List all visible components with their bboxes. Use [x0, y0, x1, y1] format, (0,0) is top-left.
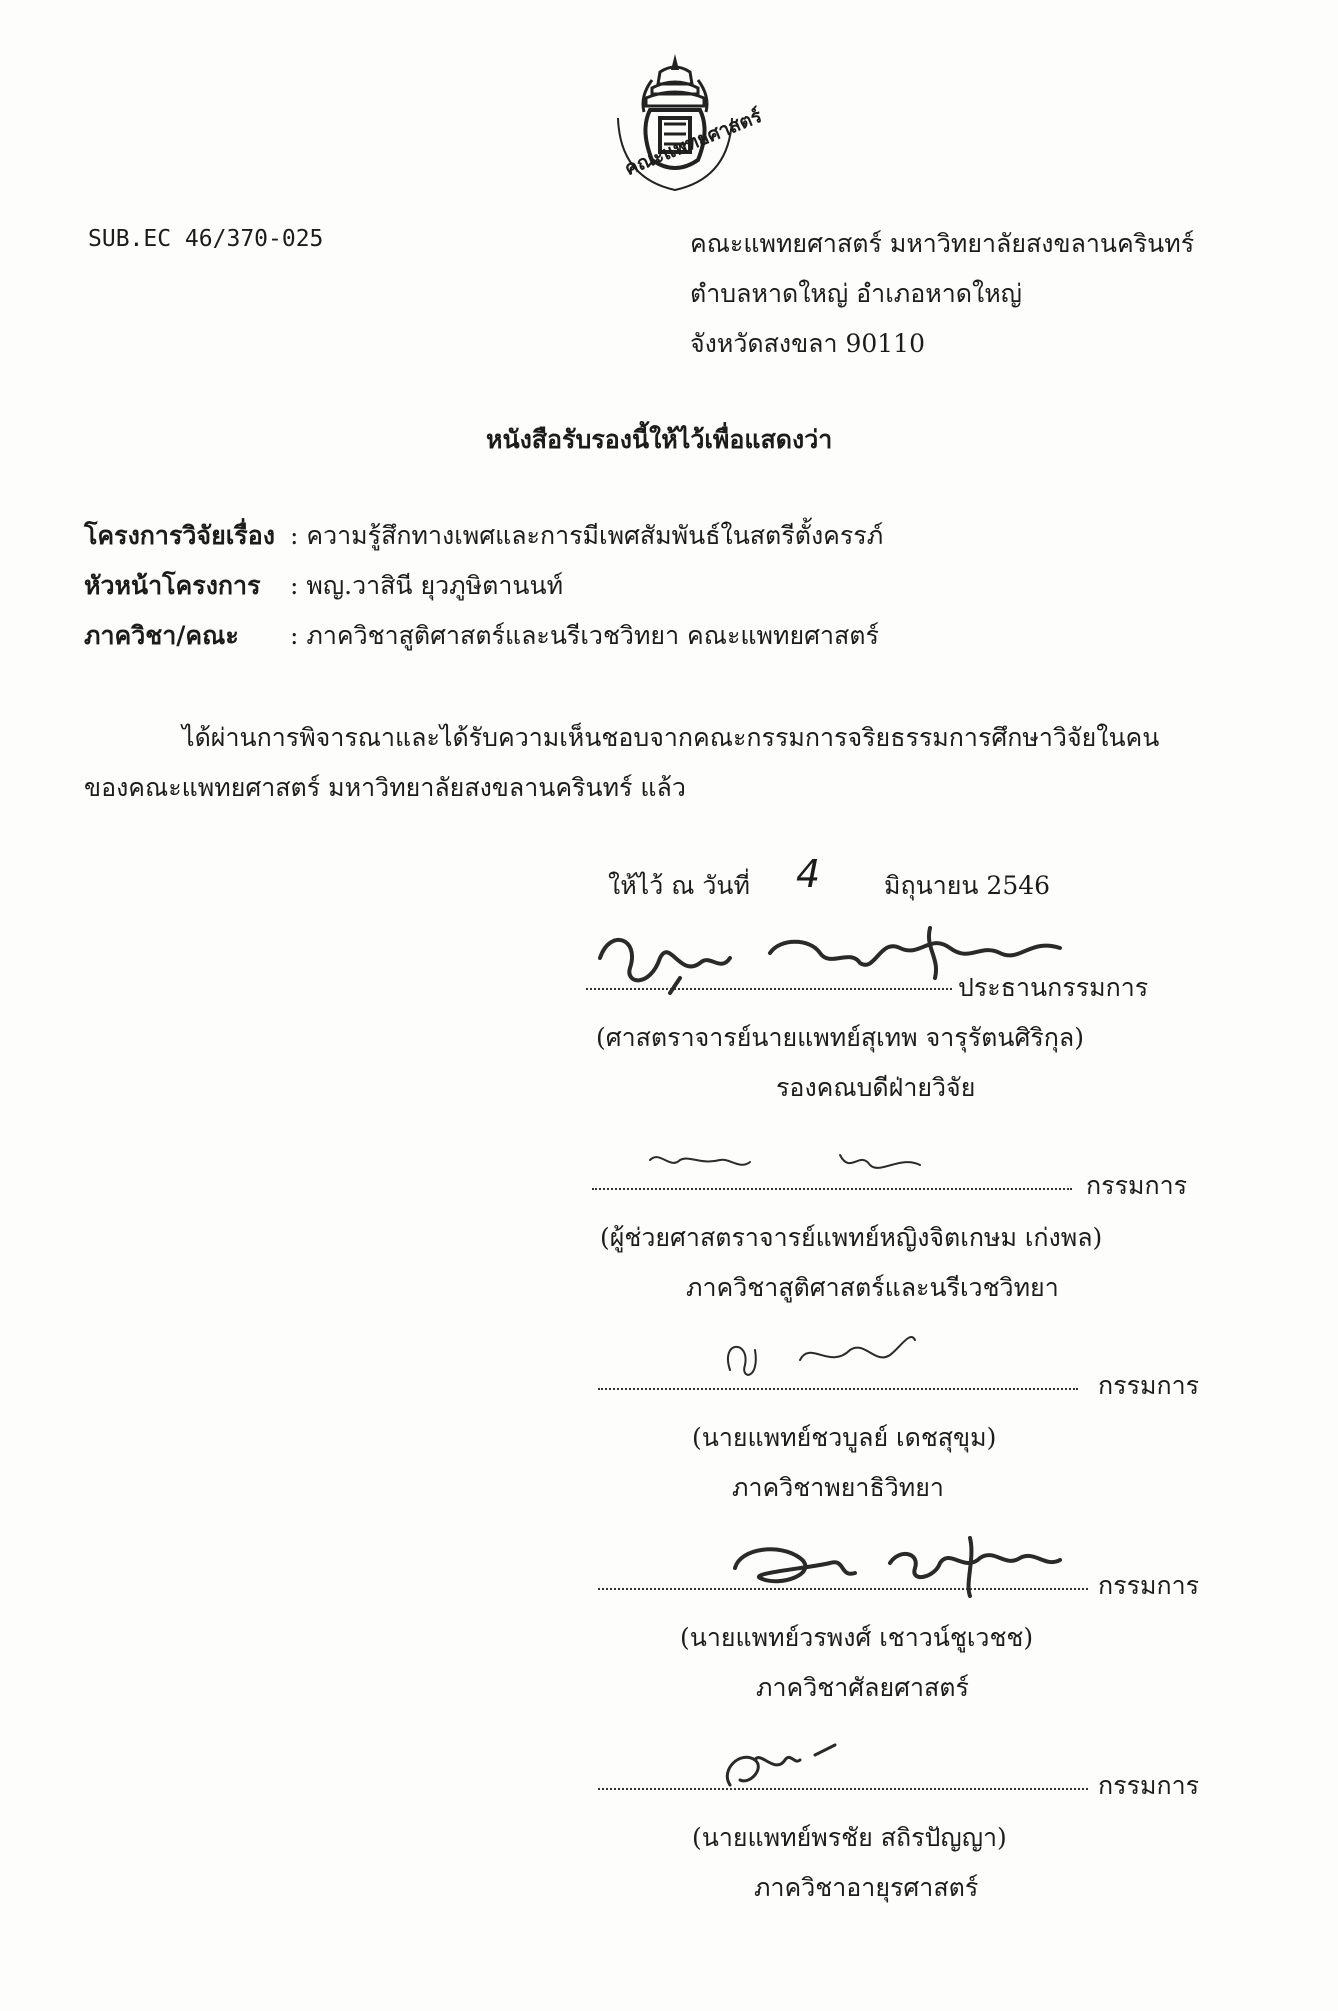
signature-line-member-2 — [598, 1388, 1078, 1390]
certificate-title: หนังสือรับรองนี้ให้ไว้เพื่อแสดงว่า — [486, 425, 833, 454]
role-member-1: กรรมการ — [1086, 1171, 1188, 1200]
position-member-2: ภาควิชาพยาธิวิทยา — [732, 1473, 944, 1502]
signature-line-chairman — [586, 988, 952, 990]
field-label-principal-investigator: หัวหน้าโครงการ — [84, 571, 261, 600]
date-day-handwritten: 4 — [796, 852, 821, 896]
body-line-1: ได้ผ่านการพิจารณาและได้รับความเห็นชอบจากคณะกรรมการจริยธรรมการศึกษาวิจัยในคน — [182, 723, 1160, 752]
role-member-3: กรรมการ — [1098, 1571, 1200, 1600]
name-member-1: (ผู้ช่วยศาสตราจารย์แพทย์หญิงจิตเกษม เก่งพล) — [600, 1223, 1103, 1252]
signature-member-1 — [640, 1140, 960, 1190]
address-line-2: ตำบลหาดใหญ่ อำเภอหาดใหญ่ — [690, 279, 1022, 308]
position-member-4: ภาควิชาอายุรศาสตร์ — [754, 1873, 979, 1902]
role-member-4: กรรมการ — [1098, 1771, 1200, 1800]
position-member-3: ภาควิชาศัลยศาสตร์ — [756, 1673, 969, 1702]
reference-number: SUB.EC 46/370-025 — [88, 226, 324, 252]
position-chairman: รองคณบดีฝ่ายวิจัย — [776, 1073, 976, 1102]
name-member-4: (นายแพทย์พรชัย สถิรปัญญา) — [692, 1823, 1007, 1852]
emblem-caption: คณะแพทยศาสตร์ — [621, 105, 765, 181]
address-line-1: คณะแพทยศาสตร์ มหาวิทยาลัยสงขลานครินทร์ — [690, 229, 1195, 258]
field-value-project: : ความรู้สึกทางเพศและการมีเพศสัมพันธ์ในสตรีตั้งครรภ์ — [290, 521, 884, 550]
field-value-principal-investigator: : พญ.วาสินี ยุวภูษิตานนท์ — [290, 571, 564, 600]
field-label-department: ภาควิชา/คณะ — [84, 621, 239, 650]
name-member-3: (นายแพทย์วรพงศ์ เชาวน์ชูเวชช) — [680, 1623, 1034, 1652]
field-value-department: : ภาควิชาสูติศาสตร์และนรีเวชวิทยา คณะแพทยศาสตร์ — [290, 621, 879, 650]
name-chairman: (ศาสตราจารย์นายแพทย์สุเทพ จารุรัตนศิริกุล) — [596, 1023, 1084, 1052]
date-month-year: มิถุนายน 2546 — [884, 871, 1051, 900]
signature-member-2 — [700, 1320, 1000, 1390]
name-member-2: (นายแพทย์ชวบูลย์ เดชสุขุม) — [692, 1423, 997, 1452]
body-line-2: ของคณะแพทยศาสตร์ มหาวิทยาลัยสงขลานครินทร์ แล้ว — [84, 773, 686, 802]
field-label-project: โครงการวิจัยเรื่อง — [84, 521, 275, 550]
date-prefix: ให้ไว้ ณ วันที่ — [608, 871, 750, 900]
position-member-1: ภาควิชาสูติศาสตร์และนรีเวชวิทยา — [686, 1273, 1059, 1302]
role-member-2: กรรมการ — [1098, 1371, 1200, 1400]
role-chairman: ประธานกรรมการ — [958, 973, 1149, 1002]
signature-line-member-4 — [598, 1788, 1088, 1790]
signature-line-member-1 — [592, 1188, 1072, 1190]
signature-line-member-3 — [598, 1588, 1088, 1590]
address-line-3: จังหวัดสงขลา 90110 — [690, 329, 925, 358]
